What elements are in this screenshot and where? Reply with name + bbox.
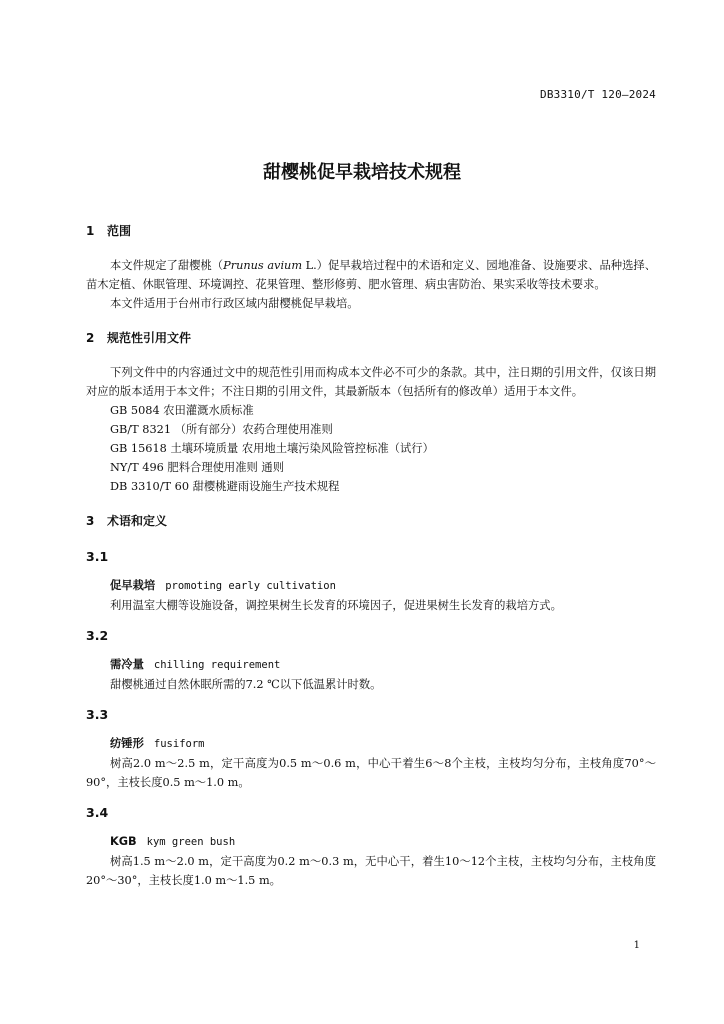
section-title: 术语和定义 [107, 514, 168, 528]
section-heading-terms [86, 510, 656, 532]
term-zh: 纺锤形 [110, 737, 144, 750]
term-number: 3.1 [86, 549, 109, 564]
term-title [86, 576, 656, 596]
section-heading-normative [86, 327, 656, 349]
scope-paragraph-2: 本文件适用于台州市行政区域内甜樱桃促早栽培。 [110, 297, 359, 310]
page-number: 1 [633, 940, 640, 951]
section-number: 3 [86, 514, 95, 528]
term-zh: KGB [110, 835, 137, 848]
document-body [86, 220, 656, 890]
term-zh: 促早栽培 [110, 579, 156, 592]
term-en: chilling requirement [153, 659, 281, 671]
reference-item: NY/T 496 肥料合理使用准则 通则 [110, 461, 284, 474]
term-zh: 需冷量 [110, 658, 144, 671]
reference-item: GB 15618 土壤环境质量 农用地土壤污染风险管控标准（试行） [110, 442, 434, 455]
section-heading-scope [86, 220, 656, 242]
term-en: promoting early cultivation [165, 580, 336, 592]
reference-item: GB/T 8321 （所有部分）农药合理使用准则 [110, 423, 333, 436]
term-definition: 利用温室大棚等设施设备，调控果树生长发育的环境因子，促进果树生长发育的栽培方式。 [110, 599, 562, 612]
term-number: 3.4 [86, 805, 109, 820]
reference-item: DB 3310/T 60 甜樱桃避雨设施生产技术规程 [110, 480, 340, 493]
section-title: 规范性引用文件 [107, 331, 192, 345]
reference-item: GB 5084 农田灌溉水质标准 [110, 404, 254, 417]
latin-name: Prunus avium [223, 259, 303, 272]
term-en: fusiform [153, 738, 205, 750]
standard-code: DB3310/T 120—2024 [540, 88, 656, 101]
term-title [86, 832, 656, 852]
scope-text-after: L.）促早栽培过程中的术语和定义、园地准备、设施要求、品种选择、苗木定植、休眠管理、环境调控、花果管理、整形修剪、肥水管理、病虫害防治、果实采收等技术要求。 [86, 259, 656, 291]
section-number: 2 [86, 331, 95, 345]
term-definition: 树高1.5 m～2.0 m，定干高度为0.2 m～0.3 m，无中心干，着生10～12个主枝，主枝均匀分布，主枝角度20°～30°，主枝长度1.0 m～1.5 m。 [86, 855, 656, 887]
term-en: kym green bush [146, 836, 236, 848]
scope-paragraph-1 [86, 256, 656, 294]
document-title: 甜樱桃促早栽培技术规程 [263, 162, 461, 183]
scope-text-before: 本文件规定了甜樱桃（ [110, 259, 224, 272]
section-number: 1 [86, 224, 95, 238]
term-number: 3.3 [86, 707, 109, 722]
normative-intro: 下列文件中的内容通过文中的规范性引用而构成本文件必不可少的条款。其中，注日期的引用文件，仅该日期对应的版本适用于本文件；不注日期的引用文件，其最新版本（包括所有的修改单）适用于本文件。 [86, 366, 656, 398]
term-title [86, 734, 656, 754]
term-definition: 甜樱桃通过自然休眠所需的7.2 ℃以下低温累计时数。 [110, 678, 382, 691]
term-definition: 树高2.0 m～2.5 m，定干高度为0.5 m～0.6 m，中心干着生6～8个主枝，主枝均匀分布，主枝角度70°～90°，主枝长度0.5 m～1.0 m。 [86, 757, 656, 789]
section-title: 范围 [107, 224, 132, 238]
term-number: 3.2 [86, 628, 109, 643]
term-title [86, 655, 656, 675]
